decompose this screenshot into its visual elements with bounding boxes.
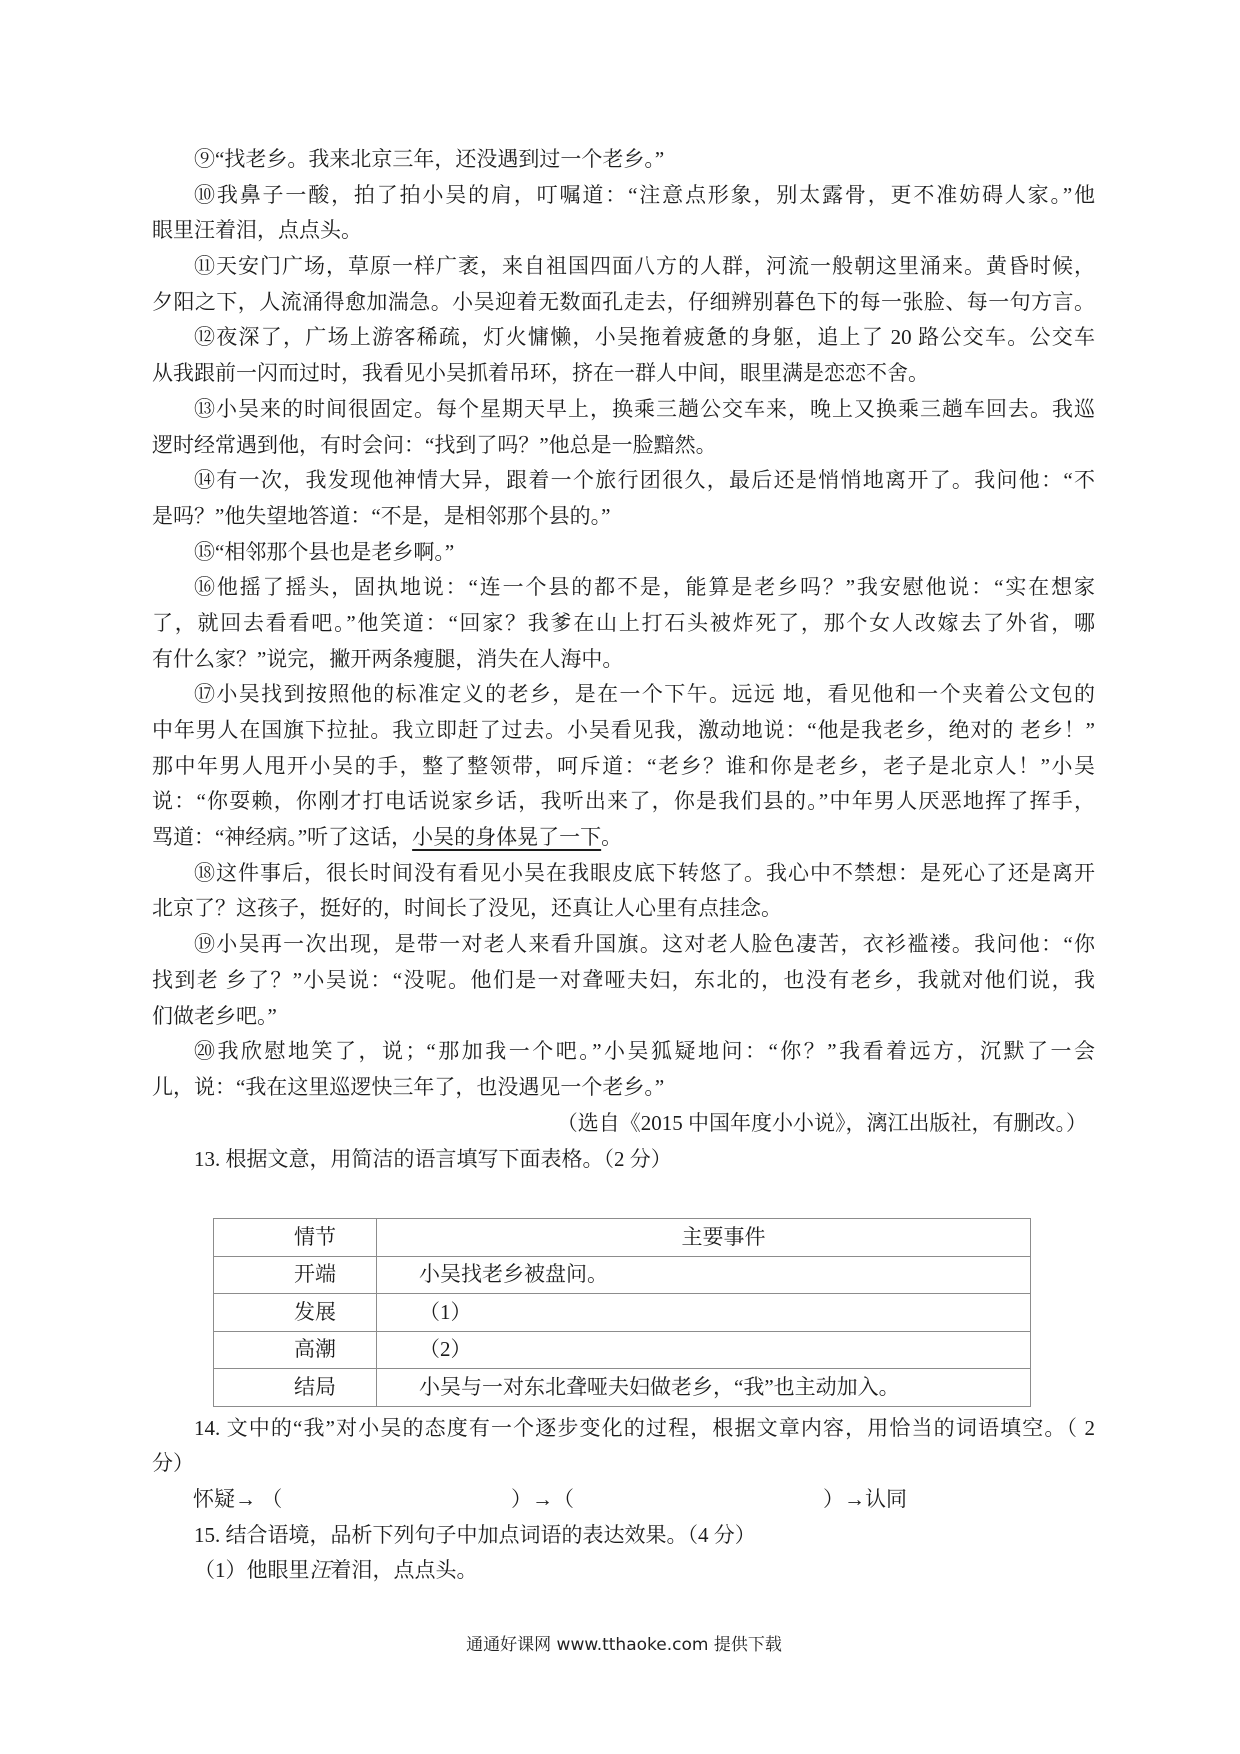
question-14-prompt-line-2: 分） — [152, 1451, 194, 1476]
paragraph-17-line-1: ⑰小吴找到按照他的标准定义的老乡，是在一个下午。远远 地，看见他和一个夹着公文包的 — [194, 682, 1095, 707]
question-15 — [152, 1518, 1095, 1589]
table-cell-stage: 结局 — [214, 1369, 377, 1407]
paragraph-10-line-1: ⑩我鼻子一酸，拍了拍小吴的肩，叮嘱道：“注意点形象，别太露骨，更不准妨碍人家。”他 — [194, 182, 1095, 207]
paragraph-19-line-2: 找到老 乡了？”小吴说：“没呢。他们是一对聋哑夫妇，东北的，也没有老乡，我就对他们说，我 — [152, 967, 1095, 992]
page-footer: 通通好课网 www.tthaoke.com 提供下载 — [466, 1635, 782, 1655]
table-row — [214, 1294, 1031, 1332]
paragraph-19-line-3: 们做老乡吧。” — [152, 1003, 277, 1028]
plot-events-table — [213, 1218, 1031, 1407]
table-cell-event: 小吴与一对东北聋哑夫妇做老乡，“我”也主动加入。 — [377, 1369, 1031, 1407]
paragraph-17-line-5 — [152, 820, 1095, 856]
paragraph-11-line-2: 夕阳之下，人流涌得愈加湍急。小吴迎着无数面孔走去，仔细辨别暮色下的每一张脸、每一句方言。 — [152, 289, 1095, 314]
underlined-sentence: 小吴的身体晃了一下 — [412, 825, 602, 850]
paragraph-9-line-1: ⑨“找老乡。我来北京三年，还没遇到过一个老乡。” — [194, 147, 665, 171]
table-row — [214, 1369, 1031, 1407]
paragraph-20-line-2: 儿，说：“我在这里巡逻快三年了，也没遇见一个老乡。” — [152, 1074, 665, 1099]
table-cell-stage: 开端 — [214, 1256, 377, 1294]
table-cell-event: 小吴找老乡被盘问。 — [377, 1256, 1031, 1294]
table-cell-event: （2） — [377, 1331, 1031, 1369]
paragraph-17-line-4: 说：“你耍赖，你刚才打电话说家乡话，我听出来了，你是我们县的。”中年男人厌恶地挥了挥手， — [152, 789, 1095, 814]
paragraph-17-line-2: 中年男人在国旗下拉扯。我立即赶了过去。小吴看见我，激动地说：“他是我老乡，绝对的 老乡！” — [152, 718, 1095, 742]
table-header-row — [214, 1219, 1031, 1257]
fill-part-start: 怀疑→ （ — [193, 1486, 283, 1511]
paragraph-20-line-1: ⑳我欣慰地笑了，说；“那加我一个吧。”小吴狐疑地问：“你？”我看着远方，沉默了一会 — [194, 1039, 1095, 1064]
paragraph-17-line-3: 那中年男人甩开小吴的手，整了整领带，呵斥道：“老乡？谁和你是老乡，老子是北京人！”小吴 — [152, 753, 1095, 778]
question-14-prompt-line-1: 14. 文中的“我”对小吴的态度有一个逐步变化的过程，根据文章内容，用恰当的词语填空。（ 2 — [194, 1415, 1095, 1440]
item-1-text: （1）他眼里 — [194, 1558, 310, 1583]
question-13 — [152, 1142, 1095, 1178]
question-14-fill-blanks — [152, 1482, 1095, 1518]
paragraph-16-line-3: 有什么家？”说完，撇开两条瘦腿，消失在人海中。 — [152, 646, 624, 671]
paragraph-13-line-1: ⑬小吴来的时间很固定。每个星期天早上，换乘三趟公交车来，晚上又换乘三趟车回去。我巡 — [194, 396, 1095, 421]
paragraph-16-line-2: 了，就回去看看吧。”他笑道：“回家？我爹在山上打石头被炸死了，那个女人改嫁去了外省，哪 — [152, 610, 1095, 635]
item-1-text-end: 着泪，点点头。 — [330, 1558, 478, 1583]
paragraph-14-line-1: ⑭有一次，我发现他神情大异，跟着一个旅行团很久，最后还是悄悄地离开了。我问他：“不 — [194, 468, 1095, 493]
table-cell-stage: 发展 — [214, 1294, 377, 1332]
question-13-prompt: 13. 根据文意，用简洁的语言填写下面表格。（2 分） — [194, 1146, 672, 1171]
question-14 — [152, 1411, 1095, 1518]
paragraph-16-line-1: ⑯他摇了摇头，固执地说：“连一个县的都不是，能算是老乡吗？”我安慰他说：“实在想家 — [194, 575, 1095, 600]
paragraph-18-line-2: 北京了？这孩子，挺好的，时间长了没见，还真让人心里有点挂念。 — [152, 896, 782, 921]
reading-passage — [152, 142, 1095, 1141]
table-row — [214, 1256, 1031, 1294]
paragraph-14-line-2: 是吗？”他失望地答道：“不是，是相邻那个县的。” — [152, 503, 611, 528]
paragraph-10-line-2: 眼里汪着泪，点点头。 — [152, 218, 362, 243]
paragraph-13-line-2: 逻时经常遇到他，有时会问：“找到了吗？”他总是一脸黯然。 — [152, 432, 717, 457]
paragraph-17-line-5-end: 。 — [601, 825, 623, 850]
paragraph-17-line-5-text: 骂道：“神经病。”听了这话， — [152, 825, 413, 850]
dotted-word: 汪 — [309, 1558, 331, 1583]
paragraph-15-line-1: ⑮“相邻那个县也是老乡啊。” — [194, 539, 455, 564]
table-header-stage: 情节 — [214, 1219, 377, 1257]
fill-part-middle: ）→（ — [511, 1486, 574, 1511]
paragraph-12-line-1: ⑫夜深了，广场上游客稀疏，灯火慵懒，小吴拖着疲惫的身躯，追上了 20 路公交车。公交车 — [194, 325, 1095, 350]
source-citation: （选自《2015 中国年度小小说》，漓江出版社，有删改。） — [556, 1110, 1087, 1135]
table-cell-event: （1） — [377, 1294, 1031, 1332]
table-cell-stage: 高潮 — [214, 1331, 377, 1369]
paragraph-19-line-1: ⑲小吴再一次出现，是带一对老人来看升国旗。这对老人脸色凄苦，衣衫褴褛。我问他：“你 — [194, 932, 1095, 957]
paragraph-11-line-1: ⑪天安门广场，草原一样广袤，来自祖国四面八方的人群，河流一般朝这里涌来。黄昏时候， — [194, 254, 1095, 279]
question-15-prompt: 15. 结合语境，品析下列句子中加点词语的表达效果。（4 分） — [194, 1522, 756, 1547]
paragraph-18-line-1: ⑱这件事后，很长时间没有看见小吴在我眼皮底下转悠了。我心中不禁想：是死心了还是离开 — [194, 860, 1095, 885]
table-row — [214, 1331, 1031, 1369]
paragraph-12-line-2: 从我跟前一闪而过时，我看见小吴抓着吊环，挤在一群人中间，眼里满是恋恋不舍。 — [152, 361, 929, 386]
fill-part-end: ）→认同 — [823, 1486, 907, 1511]
question-15-item-1 — [152, 1553, 1095, 1589]
table-header-event: 主要事件 — [377, 1219, 1031, 1257]
